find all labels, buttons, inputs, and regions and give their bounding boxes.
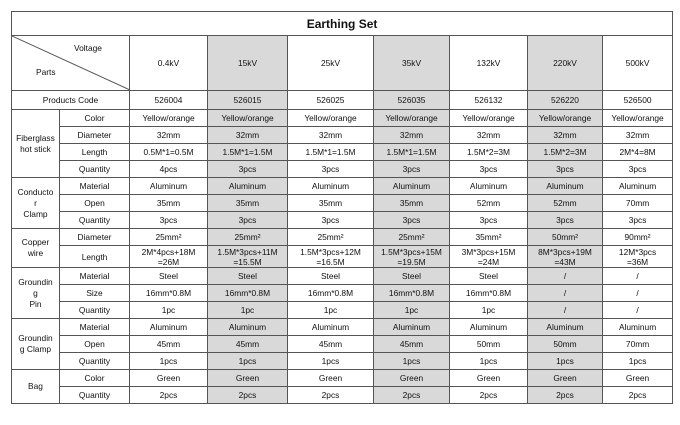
part-group-name-line: g (33, 287, 38, 298)
part-group-name-line: hot stick (20, 143, 51, 154)
value-cell: Aluminum (450, 319, 528, 336)
parts-label: Parts (36, 67, 56, 77)
attribute-label: Material (60, 268, 130, 285)
table-row (12, 336, 673, 353)
attribute-label: Length (60, 246, 130, 268)
value-cell: 2pcs (374, 387, 450, 404)
attribute-label: Open (60, 195, 130, 212)
products-code-cell: 526220 (528, 91, 603, 110)
value-cell: 2pcs (288, 387, 374, 404)
value-cell: 2M*4=8M (603, 144, 673, 161)
value-cell (450, 246, 528, 268)
part-group-name (12, 229, 60, 268)
part-group-name (12, 110, 60, 178)
value-cell: 1pcs (603, 353, 673, 370)
products-code-cell: 526132 (450, 91, 528, 110)
attribute-label: Quantity (60, 212, 130, 229)
table-row (12, 110, 673, 127)
value-cell: 1pc (450, 302, 528, 319)
value-cell: 70mm (603, 195, 673, 212)
diagonal-divider (12, 36, 130, 90)
value-cell: 1pc (208, 302, 288, 319)
value-cell: 25mm² (288, 229, 374, 246)
value-cell: 16mm*0.8M (374, 285, 450, 302)
attribute-label: Quantity (60, 353, 130, 370)
value-cell: / (528, 268, 603, 285)
attribute-label: Quantity (60, 302, 130, 319)
value-cell: 45mm (288, 336, 374, 353)
table-row (12, 195, 673, 212)
value-cell: Aluminum (208, 319, 288, 336)
value-cell-line: =43M (554, 256, 576, 267)
part-group-name (12, 178, 60, 229)
value-cell: Yellow/orange (374, 110, 450, 127)
value-cell: Yellow/orange (288, 110, 374, 127)
value-cell: Steel (288, 268, 374, 285)
voltage-header-cell: 0.4kV (130, 36, 208, 91)
attribute-label: Length (60, 144, 130, 161)
products-code-cell: 526025 (288, 91, 374, 110)
value-cell: Green (374, 370, 450, 387)
value-cell: Aluminum (528, 319, 603, 336)
value-cell: Yellow/orange (603, 110, 673, 127)
value-cell: 3pcs (528, 212, 603, 229)
value-cell: Green (288, 370, 374, 387)
value-cell-line: 1.5M*3pcs+12M (300, 246, 361, 257)
value-cell: Yellow/orange (528, 110, 603, 127)
value-cell: Aluminum (130, 178, 208, 195)
products-code-label: Products Code (12, 91, 130, 110)
voltage-header-cell: 35kV (374, 36, 450, 91)
value-cell: Aluminum (208, 178, 288, 195)
table-row (12, 268, 673, 285)
value-cell: 90mm² (603, 229, 673, 246)
table-row (12, 246, 673, 268)
value-cell: 45mm (130, 336, 208, 353)
value-cell: Steel (208, 268, 288, 285)
value-cell: 2pcs (208, 387, 288, 404)
value-cell-line: =19.5M (397, 256, 426, 267)
value-cell: 1pc (130, 302, 208, 319)
voltage-parts-header-cell (12, 36, 130, 91)
value-cell: 3pcs (208, 161, 288, 178)
value-cell: 1pcs (528, 353, 603, 370)
part-group-name-line: Groundin (18, 333, 53, 343)
voltage-header-cell: 132kV (450, 36, 528, 91)
table-row (12, 302, 673, 319)
value-cell: 45mm (208, 336, 288, 353)
value-cell: / (528, 302, 603, 319)
value-cell-line: 2M*4pcs+18M (141, 246, 196, 257)
value-cell (528, 246, 603, 268)
value-cell: Aluminum (528, 178, 603, 195)
value-cell: 2pcs (528, 387, 603, 404)
value-cell-line: 1.5M*3pcs+15M (381, 246, 442, 257)
value-cell: 3pcs (603, 161, 673, 178)
value-cell-line: 8M*3pcs+19M (538, 246, 592, 257)
value-cell: 3pcs (374, 212, 450, 229)
value-cell: Aluminum (288, 319, 374, 336)
table-row (12, 387, 673, 404)
value-cell: 50mm (450, 336, 528, 353)
value-cell: 1pcs (288, 353, 374, 370)
value-cell-line: 12M*3pcs (618, 246, 657, 257)
value-cell: / (603, 268, 673, 285)
value-cell: 3pcs (450, 212, 528, 229)
value-cell: Green (208, 370, 288, 387)
table-title: Earthing Set (12, 12, 673, 36)
value-cell: 1pcs (374, 353, 450, 370)
value-cell: 3pcs (374, 161, 450, 178)
value-cell: 50mm (528, 336, 603, 353)
value-cell: 35mm (374, 195, 450, 212)
table-row (12, 178, 673, 195)
value-cell: / (603, 302, 673, 319)
value-cell: 1.5M*1=1.5M (288, 144, 374, 161)
value-cell: 3pcs (130, 212, 208, 229)
earthing-set-table (11, 11, 673, 404)
value-cell: 1.5M*1=1.5M (374, 144, 450, 161)
value-cell: 35mm² (450, 229, 528, 246)
part-group-name-line: Fiberglass (16, 132, 55, 143)
value-cell: Aluminum (603, 178, 673, 195)
value-cell: Aluminum (603, 319, 673, 336)
part-group-name-line: Groundin (18, 276, 53, 287)
value-cell (374, 246, 450, 268)
voltage-header-cell: 15kV (208, 36, 288, 91)
value-cell: 32mm (208, 127, 288, 144)
value-cell: Aluminum (374, 319, 450, 336)
value-cell: Steel (130, 268, 208, 285)
products-code-cell: 526500 (603, 91, 673, 110)
value-cell: 2pcs (603, 387, 673, 404)
value-cell: Aluminum (130, 319, 208, 336)
value-cell: 16mm*0.8M (130, 285, 208, 302)
products-code-cell: 526035 (374, 91, 450, 110)
part-group-name-line: Pin (29, 298, 42, 309)
attribute-label: Material (60, 319, 130, 336)
value-cell: 32mm (450, 127, 528, 144)
value-cell: 1.5M*2=3M (528, 144, 603, 161)
value-cell: 45mm (374, 336, 450, 353)
value-cell: / (528, 285, 603, 302)
value-cell-line: 1.5M*3pcs+11M (217, 246, 278, 257)
value-cell: 25mm² (208, 229, 288, 246)
attribute-label: Size (60, 285, 130, 302)
value-cell: Aluminum (450, 178, 528, 195)
value-cell: 52mm (450, 195, 528, 212)
part-group-name-line: Bag (28, 381, 43, 391)
value-cell: 1.5M*2=3M (450, 144, 528, 161)
voltage-header-cell: 25kV (288, 36, 374, 91)
table-row (12, 319, 673, 336)
table-row (12, 161, 673, 178)
value-cell: Green (603, 370, 673, 387)
value-cell: Steel (374, 268, 450, 285)
value-cell: 50mm² (528, 229, 603, 246)
table-row (12, 127, 673, 144)
value-cell: 35mm (130, 195, 208, 212)
value-cell: 3pcs (528, 161, 603, 178)
voltage-label: Voltage (74, 43, 102, 53)
value-cell: 3pcs (208, 212, 288, 229)
voltage-header-cell: 220kV (528, 36, 603, 91)
value-cell: 32mm (374, 127, 450, 144)
part-group-name-line: g Clamp (19, 344, 52, 354)
value-cell: / (603, 285, 673, 302)
value-cell: 70mm (603, 336, 673, 353)
value-cell (130, 246, 208, 268)
attribute-label: Material (60, 178, 130, 195)
part-group-name-line: wire (27, 248, 44, 258)
value-cell-line: =15.5M (233, 256, 262, 267)
table-row (12, 144, 673, 161)
value-cell: 2pcs (450, 387, 528, 404)
value-cell: 1pcs (208, 353, 288, 370)
value-cell: 32mm (603, 127, 673, 144)
value-cell: Yellow/orange (450, 110, 528, 127)
value-cell: 32mm (288, 127, 374, 144)
value-cell: 3pcs (288, 212, 374, 229)
products-code-cell: 526015 (208, 91, 288, 110)
value-cell: 35mm (208, 195, 288, 212)
value-cell: 3pcs (603, 212, 673, 229)
value-cell: Steel (450, 268, 528, 285)
value-cell: 3pcs (450, 161, 528, 178)
part-group-name (12, 268, 60, 319)
table-row (12, 370, 673, 387)
value-cell: 16mm*0.8M (288, 285, 374, 302)
attribute-label: Quantity (60, 161, 130, 178)
value-cell: 1.5M*1=1.5M (208, 144, 288, 161)
value-cell: Green (130, 370, 208, 387)
value-cell: 1pcs (130, 353, 208, 370)
value-cell (288, 246, 374, 268)
value-cell: 1pc (288, 302, 374, 319)
attribute-label: Diameter (60, 127, 130, 144)
attribute-label: Color (60, 370, 130, 387)
value-cell-line: =26M (157, 256, 180, 267)
value-cell: Aluminum (374, 178, 450, 195)
earthing-set-table-wrapper (11, 11, 672, 404)
value-cell: 1pc (374, 302, 450, 319)
part-group-name-line: Conducto (17, 186, 54, 197)
value-cell-line: =36M (626, 256, 649, 267)
value-cell (208, 246, 288, 268)
part-group-name-line: Clamp (23, 208, 48, 219)
value-cell-line: 3M*3pcs+15M (461, 246, 516, 257)
value-cell: 4pcs (130, 161, 208, 178)
value-cell: 25mm² (130, 229, 208, 246)
table-row (12, 229, 673, 246)
value-cell: Green (528, 370, 603, 387)
part-group-name-line: r (34, 197, 37, 208)
attribute-label: Open (60, 336, 130, 353)
value-cell: Yellow/orange (208, 110, 288, 127)
value-cell: Yellow/orange (130, 110, 208, 127)
value-cell: 35mm (288, 195, 374, 212)
table-row (12, 212, 673, 229)
part-group-name-line: Copper (21, 237, 50, 247)
value-cell: 0.5M*1=0.5M (130, 144, 208, 161)
value-cell: 16mm*0.8M (450, 285, 528, 302)
value-cell: 32mm (528, 127, 603, 144)
value-cell: 25mm² (374, 229, 450, 246)
attribute-label: Color (60, 110, 130, 127)
products-code-cell: 526004 (130, 91, 208, 110)
attribute-label: Diameter (60, 229, 130, 246)
value-cell: 32mm (130, 127, 208, 144)
value-cell: 3pcs (288, 161, 374, 178)
value-cell-line: =16.5M (316, 256, 345, 267)
value-cell: 2pcs (130, 387, 208, 404)
value-cell: Green (450, 370, 528, 387)
voltage-header-cell: 500kV (603, 36, 673, 91)
table-row (12, 285, 673, 302)
value-cell (603, 246, 673, 268)
part-group-name (12, 370, 60, 404)
value-cell: 52mm (528, 195, 603, 212)
value-cell-line: =24M (477, 256, 500, 267)
value-cell: 1pcs (450, 353, 528, 370)
part-group-name (12, 319, 60, 370)
attribute-label: Quantity (60, 387, 130, 404)
table-row (12, 353, 673, 370)
value-cell: 16mm*0.8M (208, 285, 288, 302)
value-cell: Aluminum (288, 178, 374, 195)
